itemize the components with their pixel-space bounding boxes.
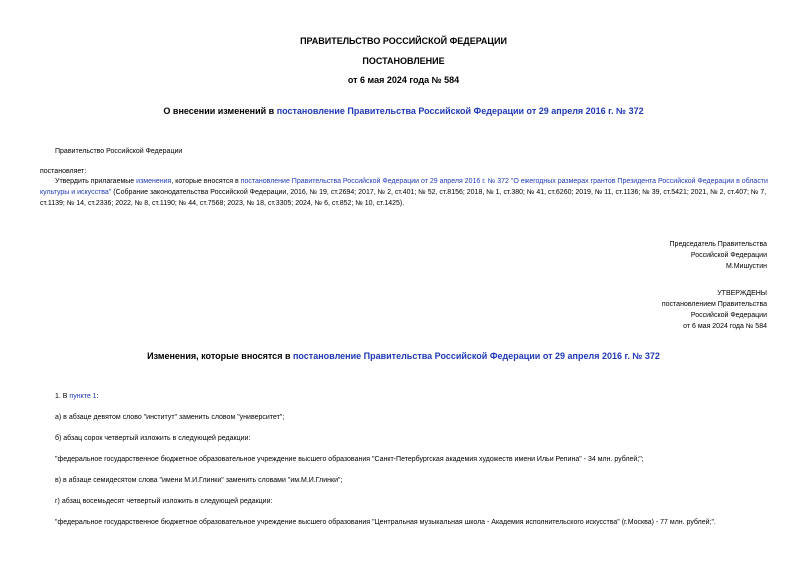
p1-text-b: , которые вносятся в — [171, 178, 241, 185]
document-title — [0, 106, 807, 116]
change-b: б) абзац сорок четвертый изложить в следующей редакции: — [55, 435, 251, 442]
header-date: от 6 мая 2024 года № 584 — [347, 75, 460, 85]
change-c: в) в абзаце семидесятом слова "имени М.И.Глинки" заменить словами "им.М.И.Глинки"; — [55, 477, 343, 484]
change-d: г) абзац восемьдесят четвертый изложить в следующей редакции: — [55, 498, 273, 505]
gov-line: Правительство Российской Федерации — [55, 148, 183, 155]
item1-text-a: 1. В — [55, 393, 70, 400]
approved-line2: постановлением Правительства — [661, 301, 767, 308]
main-paragraph — [40, 176, 770, 209]
approved-line1: УТВЕРЖДЕНЫ — [717, 290, 767, 297]
changes-title-link[interactable]: постановление Правительства Российской Федерации от 29 апреля 2016 г. № 372 — [292, 351, 660, 361]
item1-link[interactable]: пункте 1 — [69, 393, 97, 400]
signature-line3: М.Мишустин — [725, 263, 767, 270]
approved-line4: от 6 мая 2024 года № 584 — [683, 323, 767, 330]
change-item-1 — [55, 391, 99, 402]
decree-link[interactable]: постановление Правительства Российской Федерации от 29 апреля 2016 г. № 372 "О ежегодных размерах грантов Президента Российской Федерации в области культуры и искусства" — [40, 178, 768, 196]
change-d-text: "федеральное государственное бюджетное образовательное учреждение высшего образования "Центральная музыкальная школа - Академия исполнительского искусства" (г.Москва) - 77 млн. рублей;". — [55, 519, 716, 526]
signature-line1: Председатель Правительства — [669, 241, 767, 248]
changes-title-prefix: Изменения, которые вносятся в — [147, 351, 293, 361]
change-b-text: "федеральное государственное бюджетное образовательное учреждение высшего образования "Санкт-Петербургская академия художеств имени Ильи Репина" - 34 млн. рублей;"; — [55, 456, 644, 463]
p1-text-a: Утвердить прилагаемые — [55, 178, 137, 185]
header-org: ПРАВИТЕЛЬСТВО РОССИЙСКОЙ ФЕДЕРАЦИИ — [300, 36, 507, 46]
changes-link[interactable]: изменения — [136, 178, 172, 185]
approved-block — [467, 288, 767, 332]
change-a: а) в абзаце девятом слово "институт" заменить словом "университет"; — [55, 414, 285, 421]
changes-title — [0, 351, 807, 361]
signature-line2: Российской Федерации — [690, 252, 767, 259]
header-doctype: ПОСТАНОВЛЕНИЕ — [362, 56, 445, 66]
approved-line3: Российской Федерации — [690, 312, 767, 319]
title-prefix: О внесении изменений в — [163, 106, 277, 116]
title-link[interactable]: постановление Правительства Российской Федерации от 29 апреля 2016 г. № 372 — [276, 106, 644, 116]
decides-line: постановляет: — [40, 168, 87, 175]
signature-block — [467, 239, 767, 272]
item1-text-b: : — [96, 393, 99, 400]
p1-text-c: (Собрание законодательства Российской Федерации, 2016, № 19, ст.2694; 2017, № 2, ст.401; № 52, ст.8156; 2018, № 1, ст.380; № 41, ст.6260; 2019, № 11, ст.1136; № 39, ст.5421; 2021, № 2, ст.407; № 7, ст.1139; № 14, ст.2336; 2022, № 8, ст.1190; № 44, ст.7568; 2023, № 18, ст.3305; 2024, № 6, ст.852; № 10, ст.1425). — [40, 189, 767, 207]
